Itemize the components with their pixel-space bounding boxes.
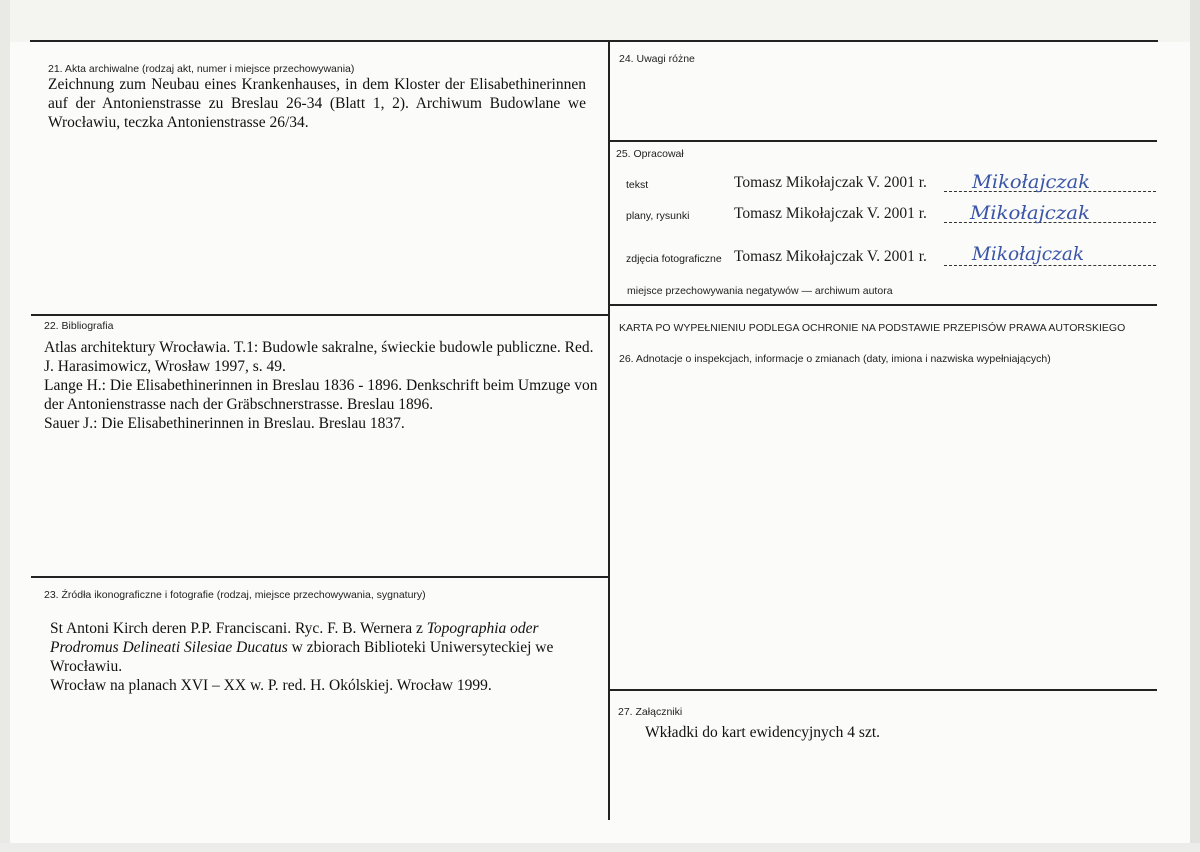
handwritten-signature [968,197,1096,227]
right-rule-25-copyright [609,304,1157,306]
author-row-value: Tomasz Mikołajczak V. 2001 r. [734,205,927,222]
section-23-text [50,619,590,695]
section-27-text: Wkładki do kart ewidencyjnych 4 szt. [645,724,881,741]
author-row-value: Tomasz Mikołajczak V. 2001 r. [734,248,927,265]
svg-text:Mikołajczak: Mikołajczak [970,171,1090,193]
author-row-label: plany, rysunki [626,210,690,222]
author-row-photos [626,243,1156,270]
right-rule-26-27 [609,689,1157,691]
section-26-label: 26. Adnotacje o inspekcjach, informacje o zmianach (daty, imiona i nazwiska wypełniających) [619,353,1051,365]
top-rule [30,40,1158,42]
copyright-notice: KARTA PO WYPEŁNIENIU PODLEGA OCHRONIE NA PODSTAWIE PRZEPISÓW PRAWA AUTORSKIEGO [619,322,1126,334]
section-21-label: 21. Akta archiwalne (rodzaj akt, numer i miejsce przechowywania) [48,63,355,75]
section-23-label: 23. Źródła ikonograficzne i fotografie (rodzaj, miejsce przechowywania, sygnatury) [44,589,426,601]
left-rule-21-22 [31,314,609,316]
section-21-line: Wrocławiu, teczka Antonienstrasse 26/34. [48,114,309,131]
svg-text:Mikołajczak: Mikołajczak [968,202,1090,224]
author-row-value: Tomasz Mikołajczak V. 2001 r. [734,174,927,191]
section-22-line: Atlas architektury Wrocławia. T.1: Budowle sakralne, świeckie budowle publiczne. Red. [44,339,594,356]
center-vertical-rule [608,42,610,820]
section-23-line: St Antoni Kirch deren P.P. Franciscani. Ryc. F. B. Wernera z Topographia oder [50,620,539,637]
negatives-storage-note: miejsce przechowywania negatywów — archiwum autora [627,285,893,297]
author-row-label: tekst [626,179,649,191]
section-22-label: 22. Bibliografia [44,320,114,332]
section-22-line: J. Harasimowicz, Wrosław 1997, s. 49. [44,358,286,375]
right-rule-24-25 [609,140,1157,142]
section-21-line: Zeichnung zum Neubau eines Krankenhauses, in dem Kloster der Elisabethinerinnen [48,76,586,93]
author-row-plans [626,202,1156,227]
section-23-line: Wrocławiu. [50,658,123,675]
handwritten-signature [968,240,1096,270]
scan-right-edge [1190,0,1200,852]
author-row-text [626,171,1156,196]
section-25-label: 25. Opracował [616,148,684,160]
section-22-line: der Antonienstrasse nach der Gräbschnerstrasse. Breslau 1896. [44,396,434,413]
section-27-label: 27. Załączniki [618,706,683,718]
svg-text:Mikołajczak: Mikołajczak [971,243,1084,265]
section-23-line: Prodromus Delineati Silesiae Ducatus w zbiorach Biblioteki Uniwersyteckiej we [50,639,554,656]
section-22-text [44,338,600,433]
handwritten-signature [968,166,1096,196]
scan-top-edge [0,0,1200,42]
scan-left-edge [0,0,10,852]
scan-bottom-edge [0,843,1200,852]
section-21-text [48,75,586,132]
section-23-line: Wrocław na planach XVI – XX w. P. red. H. Okólskiej. Wrocław 1999. [50,677,492,694]
left-rule-22-23 [31,576,609,578]
section-22-line: Sauer J.: Die Elisabethinerinnen in Breslau. Breslau 1837. [44,415,405,432]
section-24-label: 24. Uwagi różne [619,53,695,65]
section-21-line: auf der Antonienstrasse zu Breslau 26-34 (Blatt 1, 2). Archiwum Budowlane we [48,95,586,112]
author-row-label: zdjęcia fotograficzne [626,253,722,265]
section-22-line: Lange H.: Die Elisabethinerinnen in Breslau 1836 - 1896. Denkschrift beim Umzuge von [44,377,598,394]
